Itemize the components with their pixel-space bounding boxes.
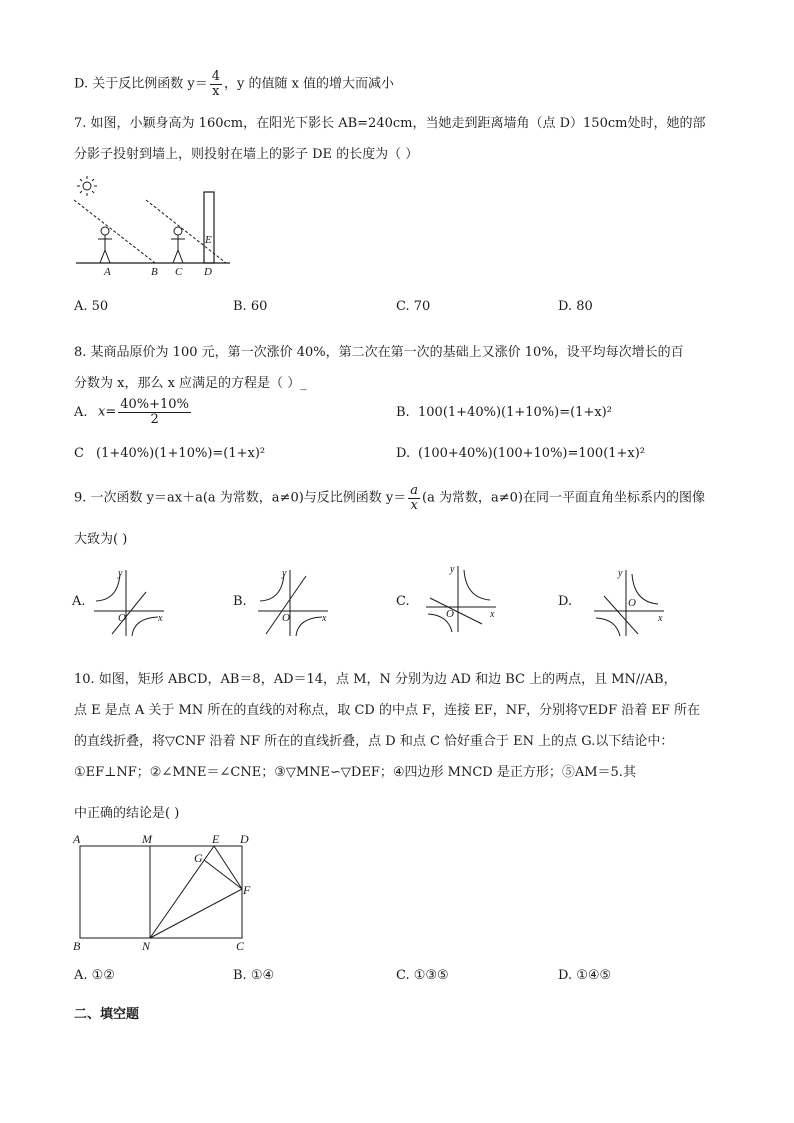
q10-line4: ①EF⊥NF；②∠MNE＝∠CNE；③▽MNE∽▽DEF；④四边形 MNCD 是正方形；⑤AM＝5.其 bbox=[74, 765, 636, 780]
wall bbox=[204, 192, 214, 263]
q6-frac-den: x bbox=[212, 83, 220, 99]
q7-label-a: A bbox=[104, 266, 111, 278]
q8-option-d-expr: (100+40%)(100+10%)=100(1+x)² bbox=[418, 446, 646, 461]
person-c bbox=[171, 227, 185, 263]
y-label: y bbox=[118, 568, 123, 579]
q9-line1-prefix: 9. 一次函数 y＝ax＋a(a 为常数，a≠0)与反比例函数 y＝ bbox=[74, 490, 407, 506]
q8-option-b-expr: 100(1+40%)(1+10%)=(1+x)² bbox=[418, 405, 612, 420]
q8-option-a-num: 40%+10% bbox=[120, 397, 189, 412]
q7-figure bbox=[70, 175, 240, 280]
q8-option-d bbox=[396, 446, 645, 461]
label-e: E bbox=[212, 832, 220, 846]
q8-option-c-label: C bbox=[74, 446, 84, 461]
section-title: 二、填空题 bbox=[74, 1007, 140, 1022]
label-b: B bbox=[73, 939, 81, 953]
hyperbola-branch bbox=[596, 618, 620, 636]
q10-option-d: D. ①④⑤ bbox=[558, 968, 612, 983]
q10-line2: 点 E 是点 A 关于 MN 所在的直线的对称点，取 CD 的中点 F，连接 EF，NF，分别将▽EDF 沿着 EF 所在 bbox=[74, 703, 701, 718]
q8-option-d-label: D. bbox=[396, 446, 411, 461]
q9-fraction bbox=[408, 484, 420, 512]
q10-line1: 10. 如图，矩形 ABCD，AB＝8，AD＝14，点 M，N 分别为边 AD 和边 BC 上的两点，且 MN//AB， bbox=[74, 672, 677, 687]
x-label: x bbox=[490, 609, 495, 620]
q7-option-d: D. 80 bbox=[558, 299, 593, 314]
label-m: M bbox=[142, 832, 152, 846]
q8-line2: 分数为 x，那么 x 应满足的方程是（ ）_ bbox=[74, 376, 307, 391]
segment-nf bbox=[150, 889, 242, 938]
q8-option-c bbox=[74, 446, 265, 461]
q6-frac-num: 4 bbox=[211, 69, 220, 84]
y-label: y bbox=[450, 564, 455, 575]
q7-label-c: C bbox=[175, 266, 183, 278]
q9-graph-b bbox=[252, 566, 332, 638]
q8-option-b bbox=[396, 405, 612, 420]
q7-option-c: C. 70 bbox=[396, 299, 431, 314]
q7-option-a: A. 50 bbox=[74, 299, 109, 314]
q9-line1 bbox=[74, 484, 705, 512]
q7-option-b: B. 60 bbox=[233, 299, 268, 314]
origin-label: O bbox=[282, 612, 290, 624]
q8-option-a-fraction bbox=[118, 398, 191, 426]
x-label: x bbox=[322, 613, 327, 624]
q9-frac-den: x bbox=[410, 497, 418, 513]
x-label: x bbox=[658, 613, 663, 624]
label-g: G bbox=[194, 851, 203, 865]
label-f: F bbox=[243, 883, 251, 897]
q9-frac-num: a bbox=[410, 483, 419, 498]
q9-option-c-label: C. bbox=[396, 594, 410, 609]
origin-label: O bbox=[446, 608, 454, 620]
q8-option-b-label: B. bbox=[396, 405, 410, 420]
q8-option-a bbox=[74, 398, 193, 426]
q10-figure bbox=[70, 830, 260, 955]
q10-line5: 中正确的结论是( ) bbox=[74, 806, 180, 821]
q9-option-d-label: D. bbox=[558, 594, 573, 609]
y-label: y bbox=[618, 568, 623, 579]
q7-line1: 7. 如图，小颖身高为 160cm，在阳光下影长 AB=240cm，当她走到距离墙角（点 D）150cm处时，她的部 bbox=[74, 116, 706, 131]
sun-icon bbox=[77, 176, 97, 196]
q9-graph-c bbox=[420, 562, 500, 634]
q9-option-b-label: B. bbox=[233, 594, 247, 609]
ray-1 bbox=[74, 200, 155, 263]
q10-option-a: A. ①② bbox=[74, 968, 115, 983]
hyperbola-branch bbox=[464, 570, 490, 600]
segment-gf bbox=[204, 860, 242, 889]
q7-label-b: B bbox=[151, 266, 158, 278]
origin-label: O bbox=[628, 597, 636, 609]
hyperbola-branch bbox=[296, 617, 322, 636]
q6-fraction bbox=[210, 70, 222, 98]
q8-option-a-label: A. bbox=[74, 404, 88, 420]
q9-option-a-label: A. bbox=[72, 594, 86, 609]
q7-label-d: D bbox=[204, 266, 212, 278]
q8-option-a-den: 2 bbox=[150, 411, 159, 427]
q10-line3: 的直线折叠，将▽CNF 沿着 NF 所在的直线折叠，点 D 和点 C 恰好重合于 EN 上的点 G.以下结论中： bbox=[74, 734, 674, 749]
q6-option-d-suffix: ，y 的值随 x 值的增大而减小 bbox=[223, 76, 395, 92]
q7-line2: 分影子投射到墙上，则投射在墙上的影子 DE 的长度为（ ） bbox=[74, 147, 419, 162]
label-c: C bbox=[236, 939, 245, 953]
q8-line1: 8. 某商品原价为 100 元，第一次涨价 40%，第二次在第一次的基础上又涨价 10%，设平均每次增长的百 bbox=[74, 345, 684, 360]
x-label: x bbox=[158, 613, 163, 624]
q10-option-c: C. ①③⑤ bbox=[396, 968, 449, 983]
q9-graph-a bbox=[88, 566, 168, 638]
person-a bbox=[98, 227, 112, 263]
hyperbola-branch bbox=[260, 574, 284, 601]
hyperbola-branch bbox=[132, 617, 158, 636]
q7-label-e: E bbox=[205, 234, 212, 246]
label-n: N bbox=[142, 939, 151, 953]
q8-option-c-expr: (1+40%)(1+10%)=(1+x)² bbox=[96, 446, 266, 461]
q9-line2: 大致为( ) bbox=[74, 532, 128, 547]
hyperbola-branch bbox=[96, 574, 120, 601]
q10-option-b: B. ①④ bbox=[233, 968, 275, 983]
segment-ef bbox=[214, 846, 242, 889]
q6-option-d bbox=[74, 70, 394, 98]
rectangle-abcd bbox=[80, 846, 242, 938]
origin-label: O bbox=[118, 612, 126, 624]
q9-line1-suffix: (a 为常数，a≠0)在同一平面直角坐标系内的图像 bbox=[422, 490, 705, 506]
y-label: y bbox=[282, 568, 287, 579]
q8-option-a-lhs: x= bbox=[98, 404, 117, 420]
q9-graph-d bbox=[588, 566, 668, 638]
label-a: A bbox=[73, 832, 81, 846]
q6-option-d-prefix: D. 关于反比例函数 y＝ bbox=[74, 76, 208, 92]
linear-line bbox=[430, 598, 482, 624]
label-d: D bbox=[240, 832, 249, 846]
